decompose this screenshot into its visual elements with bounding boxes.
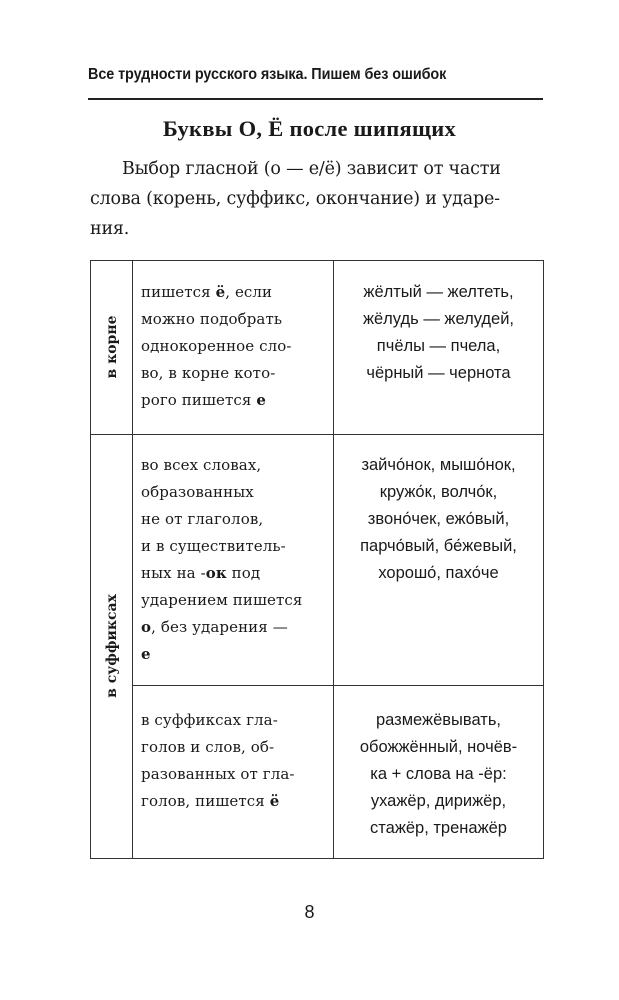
rule-cell-root	[141, 279, 292, 414]
rule-line: рого пишется е	[141, 391, 266, 409]
rule-line: образованных	[141, 483, 254, 501]
rule-line: не от глаголов,	[141, 510, 264, 528]
example-line: жёлудь — желудей,	[362, 310, 515, 328]
examples-cell-root	[334, 279, 543, 387]
row-label-root: в корне	[104, 315, 120, 379]
rule-line: ных на -ок под	[141, 564, 261, 582]
example-line: обожжённый, ночёв-	[359, 738, 518, 756]
example-line: ка + слова на -ёр:	[370, 765, 507, 783]
example-line: чёрный — чернота	[366, 364, 511, 382]
example-line: жёлтый — желтеть,	[363, 283, 514, 301]
example-line: звоно́чек, ежо́вый,	[367, 510, 510, 528]
rule-line: можно подобрать	[141, 310, 283, 328]
intro-line: слова (корень, суффикс, окончание) и ударе-	[90, 189, 500, 209]
intro-line: ния.	[90, 219, 130, 239]
rule-cell-suffix-nonverbal	[141, 452, 302, 668]
rule-line: в суффиксах гла-	[141, 711, 278, 729]
rules-table	[90, 260, 544, 859]
example-line: стажёр, тренажёр	[370, 819, 507, 837]
rule-line: однокоренное сло-	[141, 337, 292, 355]
example-line: ухажёр, дирижёр,	[370, 792, 507, 810]
intro-paragraph	[90, 154, 545, 244]
rule-line: пишется ё, если	[141, 283, 273, 301]
rule-line: разованных от гла-	[141, 765, 295, 783]
example-line: пчёлы — пчела,	[376, 337, 501, 355]
example-line: парчо́вый, бе́жевый,	[360, 537, 517, 555]
rule-line: о, без ударения —	[141, 618, 288, 636]
rule-line: голов и слов, об-	[141, 738, 275, 756]
row-divider-root	[91, 434, 543, 435]
examples-cell-suffix-nonverbal	[334, 452, 543, 587]
rule-line: во всех словах,	[141, 456, 262, 474]
example-line: хорошо́, пахо́че	[378, 564, 499, 582]
examples-cell-suffix-verbal	[334, 707, 543, 842]
intro-line: Выбор гласной (о — е/ё) зависит от части	[122, 159, 501, 179]
rule-line: и в существитель-	[141, 537, 286, 555]
rule-line: во, в корне кото-	[141, 364, 276, 382]
rule-line: е	[141, 645, 151, 663]
example-line: размежёвывать,	[375, 711, 502, 729]
running-head: Все трудности русского языка. Пишем без ошибок	[88, 66, 447, 83]
row-label-suffix: в суффиксах	[104, 594, 120, 698]
example-line: кружо́к, волчо́к,	[379, 483, 498, 501]
header-rule	[88, 98, 543, 100]
rule-line: ударением пишется	[141, 591, 303, 609]
rule-cell-suffix-verbal	[141, 707, 295, 815]
example-line: зайчо́нок, мышо́нок,	[361, 456, 516, 474]
label-column-divider	[132, 261, 133, 858]
rule-line: голов, пишется ё	[141, 792, 280, 810]
page-number: 8	[304, 902, 315, 922]
section-title: Буквы О, Ё после шипящих	[162, 116, 457, 141]
row-divider-suffix	[132, 685, 543, 686]
